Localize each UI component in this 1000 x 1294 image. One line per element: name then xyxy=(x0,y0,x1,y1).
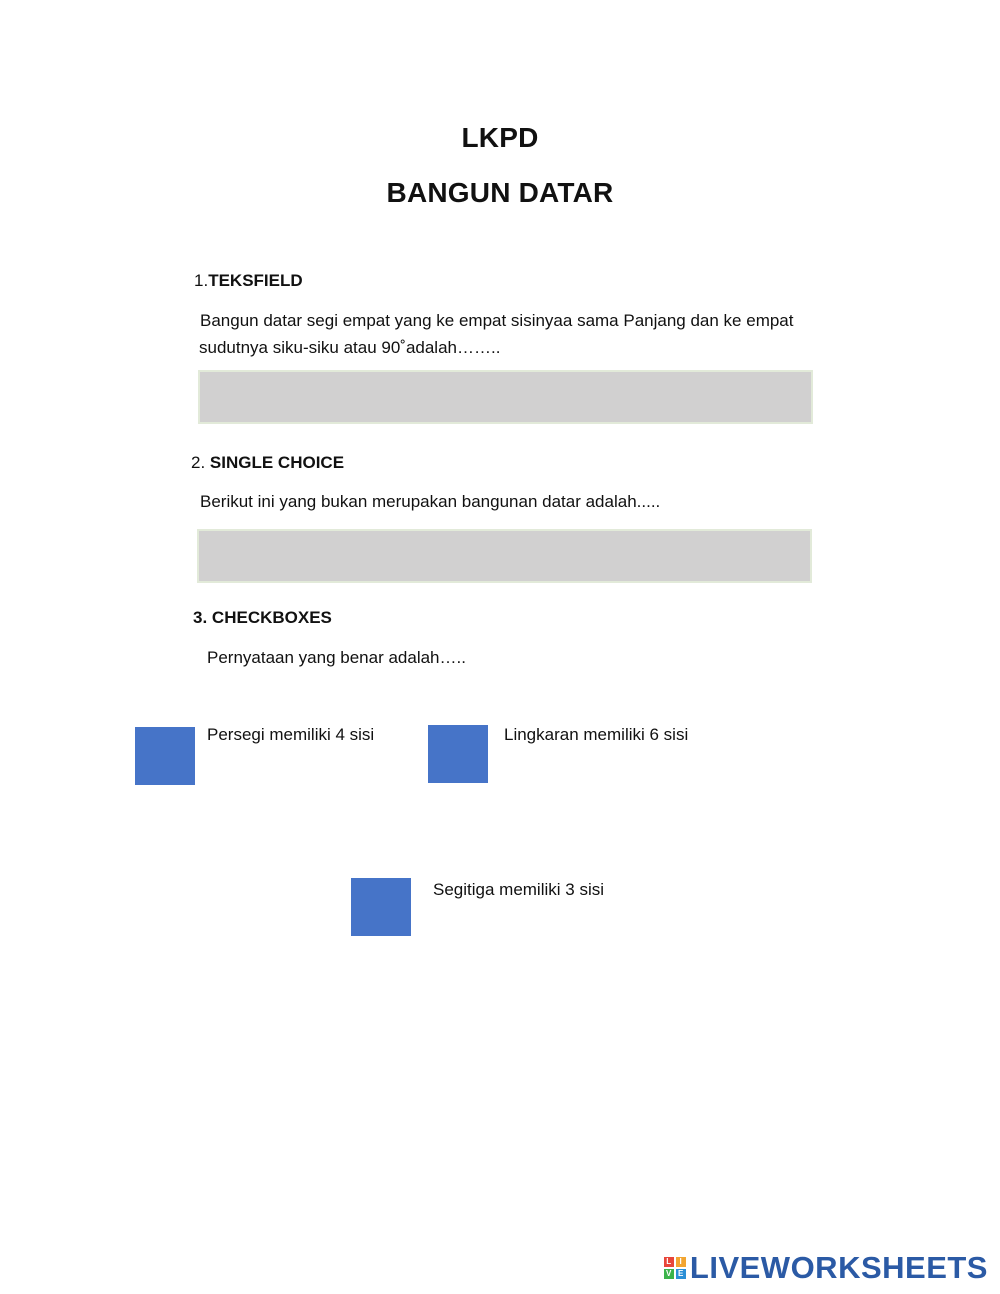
page-title: LKPD xyxy=(461,122,539,153)
question-1-text-line2: sudutnya siku-siku atau 90˚adalah…….. xyxy=(199,338,501,357)
question-1-number: 1. xyxy=(194,271,209,290)
checkbox-option-2-label: Lingkaran memiliki 6 sisi xyxy=(504,725,689,744)
question-3-type: CHECKBOXES xyxy=(211,608,332,627)
liveworksheets-logo-text: LIVEWORKSHEETS xyxy=(689,1250,988,1285)
logo-letter-i: I xyxy=(676,1257,686,1267)
page-subtitle: BANGUN DATAR xyxy=(386,177,614,208)
checkbox-option-1[interactable] xyxy=(135,727,195,785)
logo-letter-e: E xyxy=(676,1269,686,1279)
checkbox-option-3-label: Segitiga memiliki 3 sisi xyxy=(433,880,604,899)
checkbox-option-2[interactable] xyxy=(428,725,488,783)
question-1-text xyxy=(200,307,840,361)
liveworksheets-logo-icon xyxy=(664,1257,686,1279)
question-1-heading xyxy=(194,271,303,291)
question-2-number: 2. xyxy=(191,453,206,472)
question-1-type: TEKSFIELD xyxy=(208,271,303,290)
question-3-number: 3. xyxy=(193,608,208,627)
question-2-type: SINGLE CHOICE xyxy=(209,453,345,472)
liveworksheets-logo xyxy=(664,1250,988,1286)
logo-letter-l: L xyxy=(664,1257,674,1267)
question-1-text-line1: Bangun datar segi empat yang ke empat sisinyaa sama Panjang dan ke empat xyxy=(200,311,794,330)
question-2-text: Berikut ini yang bukan merupakan bangunan datar adalah..... xyxy=(200,492,661,511)
question-2-answer-field[interactable] xyxy=(197,529,812,583)
question-3-text: Pernyataan yang benar adalah….. xyxy=(207,648,466,667)
logo-letter-v: V xyxy=(664,1269,674,1279)
checkbox-option-1-label: Persegi memiliki 4 sisi xyxy=(207,725,375,744)
question-3-heading xyxy=(193,608,332,628)
checkbox-option-3[interactable] xyxy=(351,878,411,936)
question-1-answer-field[interactable] xyxy=(198,370,813,424)
question-2-heading xyxy=(191,453,344,473)
